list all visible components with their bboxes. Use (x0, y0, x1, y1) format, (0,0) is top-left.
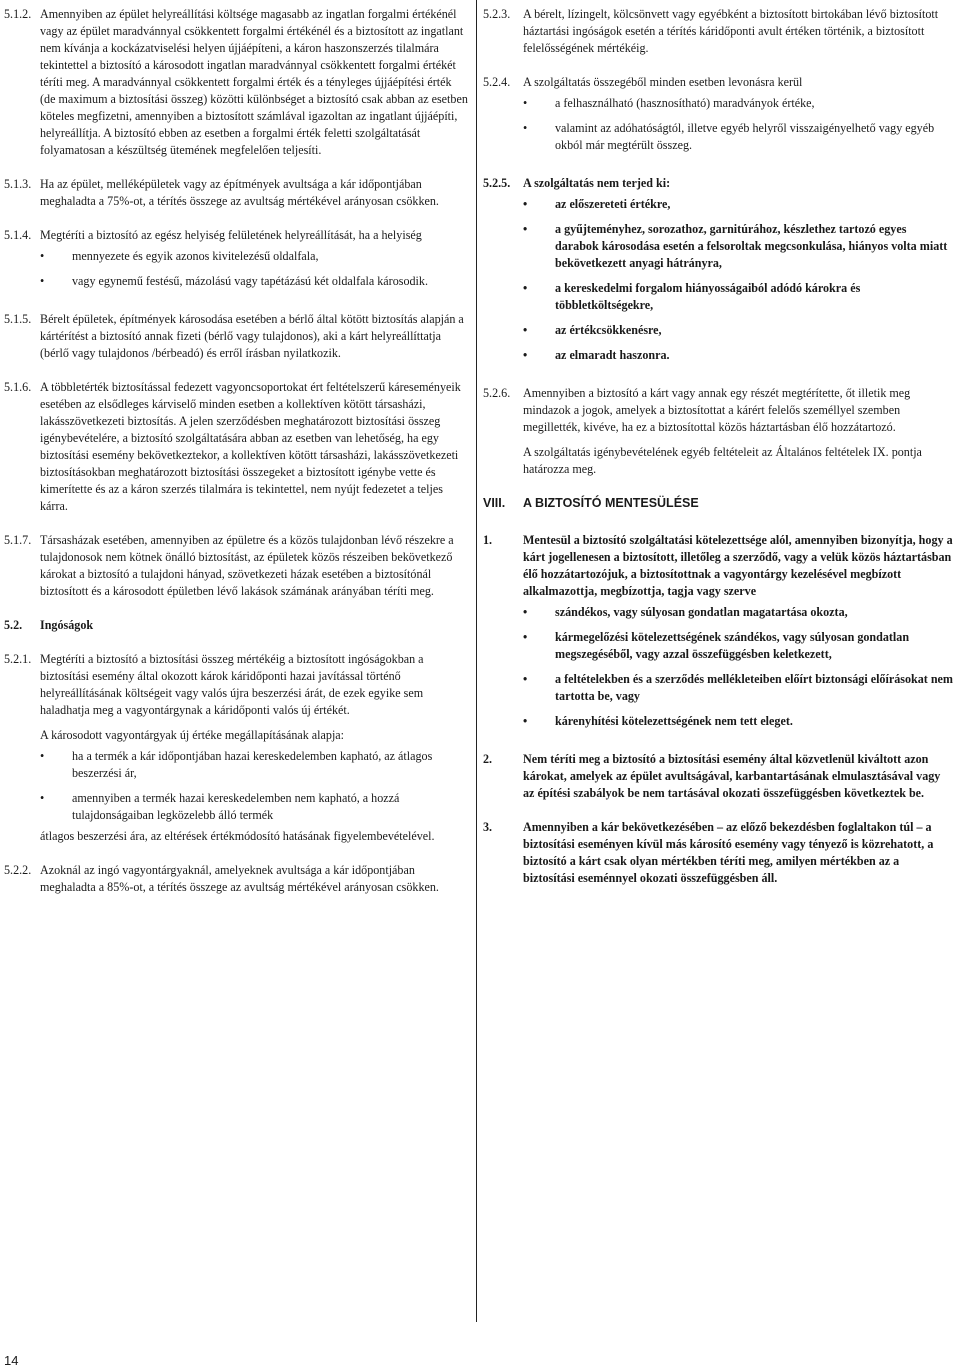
section-5-2-1 (4, 651, 468, 845)
section-text: Azoknál az ingó vagyontárgyaknál, amelyeknek avultsága a kár időpontjában meghaladta a 85%-ot, a térítés összege az avultság mértékével arányosan csökken. (40, 863, 439, 894)
paragraph-3 (483, 819, 953, 887)
section-number: 5.1.5. (4, 312, 32, 326)
section-text: Megtéríti a biztosító az egész helyiség felületének helyreállítását, ha a helyiség (40, 228, 422, 242)
list-item: • vagy egynemű festésű, mázolású vagy tapétázású két oldalfala károsodik. (40, 273, 468, 290)
paragraph-number: 2. (483, 752, 493, 766)
section-text: A szolgáltatás összegéből minden esetben levonásra kerül (523, 75, 803, 89)
list-item: • a gyűjteményhez, sorozathoz, garnitúrához, készlethez tartozó egyes darabok károsodása esetén a felsoroltak megcsonkulása, hiányos volta miatt bekövetkezett anyagi hátrányra, (523, 221, 953, 272)
section-5-2-3 (483, 6, 953, 57)
page-number: 14 (4, 1353, 19, 1368)
list-item: • ha a termék a kár időpontjában hazai kereskedelemben kapható, az átlagos beszerzési ár, (40, 748, 468, 782)
list-item: • az előszereteti értékre, (523, 196, 953, 213)
section-5-1-6 (4, 379, 468, 515)
paragraph-2 (483, 751, 953, 802)
list-item: • a kereskedelmi forgalom hiányosságaiból adódó károkra és többletköltségekre, (523, 280, 953, 314)
paragraph-text: Nem téríti meg a biztosító a biztosítási esemény által közvetlenül kiváltott azon károkat, amelyek az épület avultságával, karbantartásának elmulasztásával vagy az építési szabályok be nem tartásával okozati összefüggésben következtek be. (523, 752, 941, 800)
section-text: A többletérték biztosítással fedezett vagyoncsoportokat ért feltételszerű káreseményeik esetében az elsődleges kárviselő minden esetben a kollektíven kötött társasházi, lakásszövetkezeti biztosítás. A jelen szerződésben meghatározott biztosítási összeg igénybevételére, a biztosító szolgáltatására abban az esetben van lehetőség, ha egy biztosítási esemény bekövetkeztekor, a kollektíven kötött társasházi, lakásszövetkezeti biztosításokban meghatározott biztosítási összegeket a biztosított igénybe vette és kimerítette és az a káron szerzés tilalmára is tekintettel, nem nyújt fedezetet a teljes kárra. (40, 380, 461, 513)
paragraph-number: 3. (483, 820, 493, 834)
bullet-list (523, 196, 953, 364)
section-number: 5.2.3. (483, 7, 511, 21)
section-title: Ingóságok (40, 618, 94, 632)
section-5-1-7 (4, 532, 468, 600)
section-number: 5.1.4. (4, 228, 32, 242)
section-number: 5.1.7. (4, 533, 32, 547)
section-text: Bérelt épületek, építmények károsodása esetében a bérlő által kötött biztosítás alapján a kártérítést a biztosító annak fizeti (bérlő vagy tulajdonos), aki a kárt helyreállíttatja (bérlő vagy tulajdonos /bérbeadó) és erről írásban nyilatkozik. (40, 312, 464, 360)
section-text: Társasházak esetében, amennyiben az épületre és a közös tulajdonban lévő részekre a tulajdonosok nem kötnek önálló biztosítást, az épületek közös részeiben bekövetkező károkat a biztosító a tulajdoni hányad, szövetkezeti házak esetében a biztosítónál biztosított és a károsodott épületben lévő lakások számának arányában téríti meg. (40, 533, 454, 598)
chapter-title: A BIZTOSÍTÓ MENTESÜLÉSE (523, 496, 699, 510)
section-5-2-heading (4, 617, 468, 634)
bullet-list (523, 95, 953, 154)
left-column (4, 6, 468, 913)
list-item: • kárenyhítési kötelezettségének nem tett eleget. (523, 713, 953, 730)
right-column (483, 6, 953, 904)
section-text: Amennyiben a biztosító a kárt vagy annak egy részét megtérítette, őt illetik meg mindazok a jogok, amelyek a biztosítottat a kárért felelős személlyel szemben megillették, kivéve, ha ez a biztosítottal közös háztartásban élő hozzátartozó. (523, 386, 911, 434)
section-5-2-6 (483, 385, 953, 478)
section-text: A szolgáltatás igénybevételének egyéb feltételeit az Általános feltételek IX. pontja határozza meg. (523, 445, 922, 476)
list-item: • amennyiben a termék hazai kereskedelemben nem kapható, a hozzá tulajdonságaiban legközelebb álló termék (40, 790, 468, 824)
column-divider (476, 0, 477, 1322)
section-number: 5.1.6. (4, 380, 32, 394)
paragraph-1 (483, 532, 953, 734)
section-number: 5.2.4. (483, 75, 511, 89)
paragraph-text: Mentesül a biztosító szolgáltatási kötelezettsége alól, amennyiben bizonyítja, hogy a kárt jogellenesen a biztosított, illetőleg a szerződő, vagy a velük közös háztartásban élő hozzátartozójuk, a biztosítottnak a vagyontárgy kezelésével megbízott alkalmazottja, megbízottja, tagja vagy szerve (523, 533, 953, 598)
chapter-heading (483, 495, 953, 512)
section-text: A szolgáltatás nem terjed ki: (523, 176, 671, 190)
list-item: • az elmaradt haszonra. (523, 347, 953, 364)
section-text: átlagos beszerzési ára, az eltérések értékmódosító hatásának figyelembevételével. (40, 829, 435, 843)
section-number: 5.2.5. (483, 176, 511, 190)
list-item: • szándékos, vagy súlyosan gondatlan magatartása okozta, (523, 604, 953, 621)
list-item: • kármegelőzési kötelezettségének szándékos, vagy súlyosan gondatlan megszegéséből, vagy azzal összefüggésben keletkezett, (523, 629, 953, 663)
list-item: • az értékcsökkenésre, (523, 322, 953, 339)
section-number: 5.2.2. (4, 863, 32, 877)
section-5-2-5 (483, 175, 953, 368)
list-item: • valamint az adóhatóságtól, illetve egyéb helyről visszaigényelhető vagy egyéb okból már megtérült összeg. (523, 120, 953, 154)
paragraph-number: 1. (483, 533, 493, 547)
section-number: 5.1.2. (4, 7, 32, 21)
list-item: • mennyezete és egyik azonos kivitelezésű oldalfala, (40, 248, 468, 265)
chapter-number: VIII. (483, 496, 506, 510)
section-5-2-4 (483, 74, 953, 158)
list-item: • a feltételekben és a szerződés mellékleteiben előírt biztonsági előírásokat nem tartotta be, vagy (523, 671, 953, 705)
list-item: • a felhasználható (hasznosítható) maradványok értéke, (523, 95, 953, 112)
section-text: Megtéríti a biztosító a biztosítási összeg mértékéig a biztosított ingóságokban a biztosítási esemény által okozott károk káridőponti hazai javítással történő helyreállításának költségeit vagy valós újra beszerzési árát, de ezek egyike sem haladhatja meg a vagyontárgynak a káridőponti valós új értékét. (40, 652, 424, 717)
section-text: A bérelt, lízingelt, kölcsönvett vagy egyébként a biztosított birtokában lévő biztosított háztartási ingóságok esetén a térítés káridőponti avult értéken történik, a biztosított felelősségének mértékéig. (523, 7, 939, 55)
section-number: 5.2.6. (483, 386, 511, 400)
section-number: 5.2. (4, 618, 23, 632)
section-5-1-4 (4, 227, 468, 294)
section-5-1-2 (4, 6, 468, 159)
section-text: Ha az épület, melléképületek vagy az építmények avultsága a kár időpontjában meghaladta a 75%-ot, a térítés összege az avultság mértékével arányosan csökken. (40, 177, 439, 208)
section-5-1-5 (4, 311, 468, 362)
bullet-list (40, 748, 468, 824)
section-text: Amennyiben az épület helyreállítási költsége magasabb az ingatlan forgalmi értékénél vagy az épület maradvánnyal csökkentett forgalmi értékénél és a biztosított az ingatlant nem kívánja a kockázatviselési helyen újjáépíteni, a káron haszonszerzés tilalmára tekintettel a biztosító a károsodott ingatlan maradvánnyal csökkentett forgalmi értékét téríti meg. A maradvánnyal csökkentett forgalmi érték és a tényleges újjáépítési érték (de maximum a biztosítási összeg) közötti különbséget a biztosító csak abban az esetben köteles megfizetni, amennyiben a biztosított számlával igazoltan az ingatlant újjáépíti, helyreállítja. A biztosító ebben az esetben a forgalmi érték feletti szolgáltatását folyamatosan a készültség ütemének megfelelően teljesíti. (40, 7, 468, 157)
section-number: 5.1.3. (4, 177, 32, 191)
section-5-1-3 (4, 176, 468, 210)
bullet-list (523, 604, 953, 730)
section-text: A károsodott vagyontárgyak új értéke megállapításának alapja: (40, 728, 345, 742)
section-5-2-2 (4, 862, 468, 896)
paragraph-text: Amennyiben a kár bekövetkezésében – az előző bekezdésben foglaltakon túl – a biztosítási eseményen kívül más károsító esemény vagy tényező is közrehatott, a biztosító a kárt csak olyan mértékben téríti meg, amilyen mértékben az a biztosítási eseménnyel okozati összefüggésben áll. (523, 820, 934, 885)
section-number: 5.2.1. (4, 652, 32, 666)
bullet-list (40, 248, 468, 290)
